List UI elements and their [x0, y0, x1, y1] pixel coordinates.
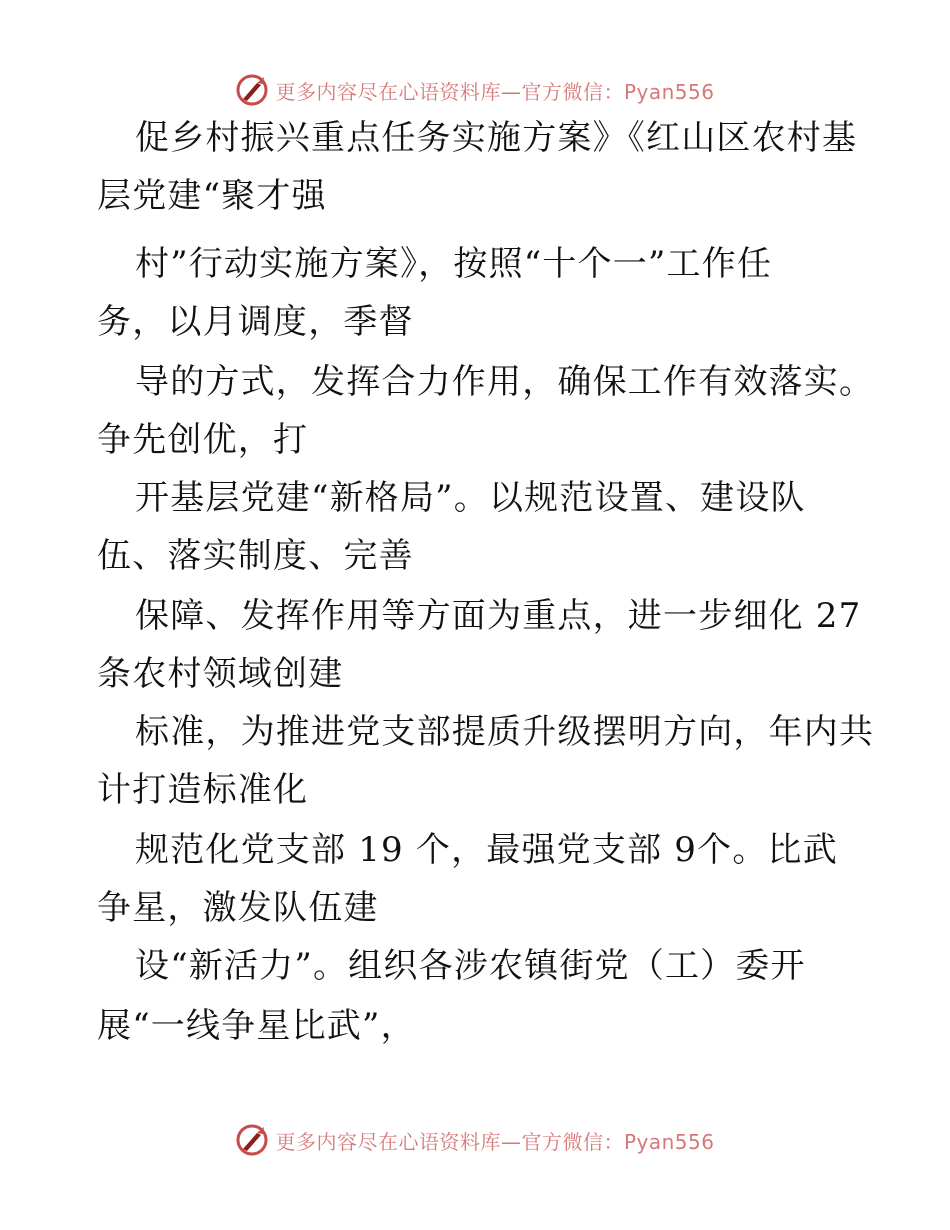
body-line: 展“一线争星比武”， [97, 1006, 416, 1046]
quill-pen-logo-icon [235, 73, 269, 107]
watermark-text: 更多内容尽在心语资料库—官方微信：Pyan556 [275, 1129, 715, 1154]
body-line: 保障、发挥作用等方面为重点，进一步细化 27 [135, 596, 862, 636]
body-line: 层党建“聚才强 [97, 176, 327, 216]
body-line: 争星，激发队伍建 [97, 888, 379, 928]
header-watermark [0, 70, 950, 110]
footer-watermark [0, 1120, 950, 1160]
body-line: 村”行动实施方案》，按照“十个一”工作任 [135, 244, 773, 284]
quill-pen-logo-icon [235, 1123, 269, 1157]
watermark-text: 更多内容尽在心语资料库—官方微信：Pyan556 [275, 79, 715, 104]
body-line: 务，以月调度，季督 [97, 302, 414, 342]
body-line: 开基层党建“新格局”。以规范设置、建设队 [135, 478, 806, 518]
body-line: 设“新活力”。组织各涉农镇街党（工）委开 [135, 946, 806, 986]
body-line: 规范化党支部 19 个，最强党支部 9个。比武 [135, 830, 838, 870]
body-line: 导的方式，发挥合力作用，确保工作有效落实。 [135, 362, 875, 402]
body-line: 条农村领域创建 [97, 654, 344, 694]
body-line: 标准，为推进党支部提质升级摆明方向，年内共 [135, 712, 875, 752]
body-line: 计打造标准化 [97, 770, 309, 810]
body-line: 伍、落实制度、完善 [97, 536, 414, 576]
body-line: 促乡村振兴重点任务实施方案》《红山区农村基 [135, 118, 858, 158]
body-line: 争先创优，打 [97, 420, 309, 460]
